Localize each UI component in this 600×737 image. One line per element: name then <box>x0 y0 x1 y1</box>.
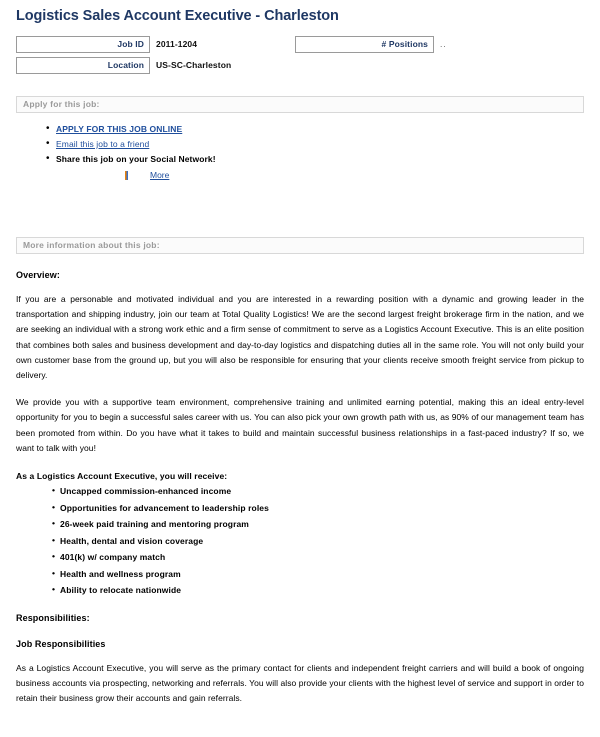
job-id-value: 2011-1204 <box>156 39 198 49</box>
positions-value: .. <box>440 39 447 49</box>
overview-paragraph-1: If you are a personable and motivated individual and you are interested in a rewarding position with a dynamic and growing leader in the transportation and shipping industry, join our team at Total Quality Logistics! We are the second largest freight brokerage firm in the nation, and we are seeking an individual with a strong work ethic and a firm sense of commitment to serve as a Logistics Account Executive. This is an elite position that combines both sales and business development and day-to-day logistics and dispatching duties all in the same role. You will not only build your own customer base from the ground up, but you will also be responsible for ensuring that your clients receive smooth freight service from pickup to delivery. <box>16 294 584 381</box>
list-item <box>46 123 600 136</box>
list-item: • 26-week paid training and mentoring program <box>52 518 584 531</box>
positions-row <box>295 36 447 53</box>
list-item: • Uncapped commission-enhanced income <box>52 485 584 498</box>
share-more-link[interactable]: More <box>150 170 170 180</box>
list-item: • Health and wellness program <box>52 568 584 581</box>
job-meta-fields <box>0 36 600 74</box>
list-item <box>46 153 600 166</box>
job-id-label: Job ID <box>16 36 150 53</box>
job-responsibilities-heading: Job Responsibilities <box>16 639 106 650</box>
list-item: • Health, dental and vision coverage <box>52 535 584 548</box>
benefits-list <box>16 485 584 597</box>
page-title: Logistics Sales Account Executive - Charleston <box>16 8 339 24</box>
location-value: US-SC-Charleston <box>156 60 232 70</box>
job-description-content <box>16 270 584 707</box>
overview-paragraph-2: We provide you with a supportive team environment, comprehensive training and unlimited earning potential, making this an ideal entry-level opportunity for you to begin a successful sales career with us. You can also pick your own growth path with us, as 90% of our management team has been promoted from within. Do you have what it takes to build and maintain successful business relationships in a fast-paced industry? If so, we want to talk with you! <box>16 397 584 453</box>
share-divider-icon <box>125 171 128 180</box>
benefits-lead-text: As a Logistics Account Executive, you will receive: <box>16 471 228 482</box>
apply-section-bar: Apply for this job: <box>16 96 584 113</box>
responsibilities-heading: Responsibilities: <box>16 613 90 624</box>
email-job-link[interactable]: Email this job to a friend <box>56 139 150 149</box>
list-item: • Ability to relocate nationwide <box>52 584 584 597</box>
responsibilities-paragraph: As a Logistics Account Executive, you will serve as the primary contact for clients and independent freight carriers and will build a book of ongoing business accounts via prospecting, networking and referrals. You will also provide your clients with the highest level of service and support in order to retain their business grow their accounts and gain referrals. <box>16 663 584 704</box>
job-posting-page <box>0 7 600 737</box>
share-toolbar <box>125 169 600 181</box>
positions-label: # Positions <box>295 36 434 53</box>
overview-heading: Overview: <box>16 270 60 280</box>
apply-links-list <box>0 123 600 166</box>
list-item: • Opportunities for advancement to leadership roles <box>52 502 584 515</box>
more-info-section-bar: More information about this job: <box>16 237 584 254</box>
section-spacer <box>0 181 600 237</box>
location-row <box>16 57 600 74</box>
share-job-label: Share this job on your Social Network! <box>56 154 216 164</box>
location-label: Location <box>16 57 150 74</box>
list-item: • 401(k) w/ company match <box>52 551 584 564</box>
apply-online-link[interactable]: APPLY FOR THIS JOB ONLINE <box>56 124 183 134</box>
list-item <box>46 138 600 151</box>
